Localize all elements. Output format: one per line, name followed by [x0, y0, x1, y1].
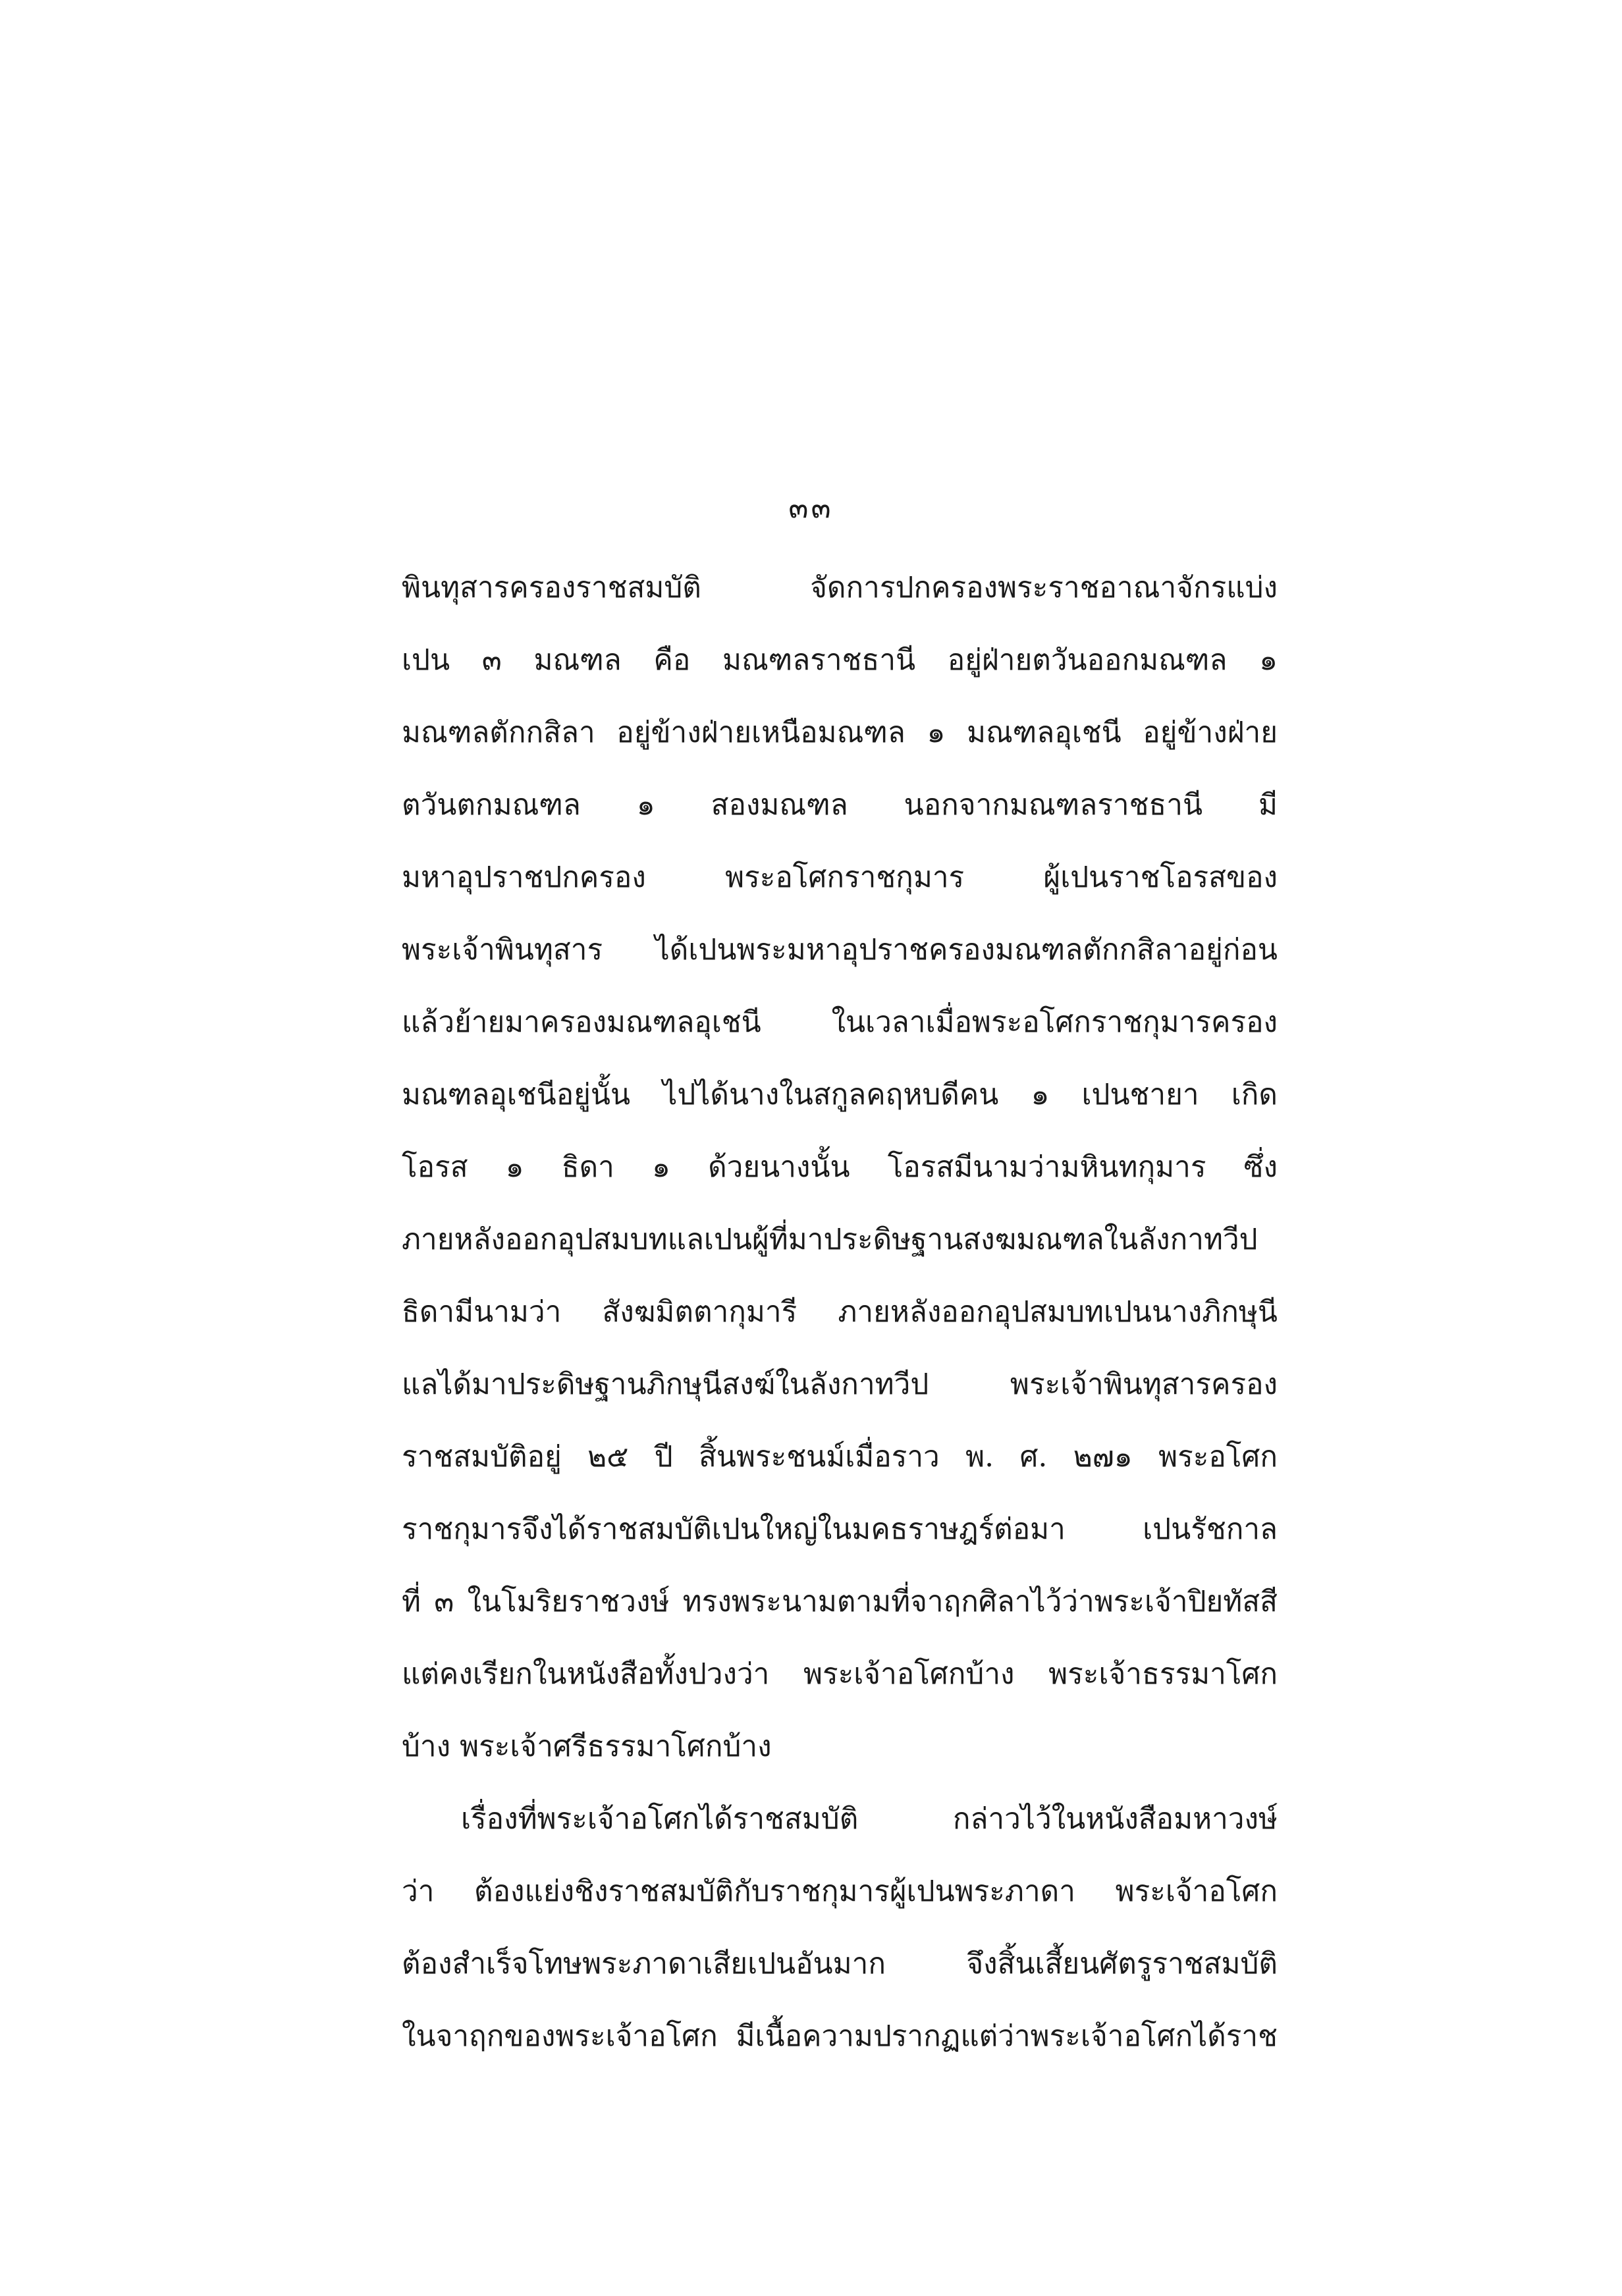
- text-line: มณฑลตักกสิลา อยู่ข้างฝ่ายเหนือมณฑล ๑ มณฑลอุเชนี อยู่ข้างฝ่าย: [402, 716, 1278, 749]
- text-line: โอรส ๑ ธิดา ๑ ด้วยนางนั้น โอรสมีนามว่ามหินทกุมาร ซึ่ง: [402, 1150, 1278, 1184]
- text-line: ในจาฤกของพระเจ้าอโศก มีเนื้อความปรากฏแต่ว่าพระเจ้าอโศกได้ราช: [402, 2019, 1278, 2053]
- text-line: แต่คงเรียกในหนังสือทั้งปวงว่า พระเจ้าอโศกบ้าง พระเจ้าธรรมาโศก: [402, 1657, 1278, 1691]
- text-line: เปน ๓ มณฑล คือ มณฑลราชธานี อยู่ฝ่ายตวันออกมณฑล ๑: [402, 643, 1278, 677]
- text-line: ว่า ต้องแย่งชิงราชสมบัติกับราชกุมารผู้เปนพระภาดา พระเจ้าอโศก: [402, 1875, 1278, 1908]
- text-line: บ้าง พระเจ้าศรีธรรมาโศกบ้าง: [402, 1730, 772, 1763]
- text-line: มหาอุปราชปกครอง พระอโศกราชกุมาร ผู้เปนราชโอรสของ: [402, 861, 1278, 894]
- text-line: ราชสมบัติอยู่ ๒๕ ปี สิ้นพระชนม์เมื่อราว พ. ศ. ๒๗๑ พระอโศก: [402, 1440, 1278, 1474]
- text-line: พินทุสารครองราชสมบัติ จัดการปกครองพระราชอาณาจักรแบ่ง: [402, 571, 1278, 604]
- text-line: แล้วย้ายมาครองมณฑลอุเชนี ในเวลาเมื่อพระอโศกราชกุมารครอง: [402, 1005, 1278, 1039]
- text-line: ต้องสำเร็จโทษพระภาดาเสียเปนอันมาก จึงสิ้นเสี้ยนศัตรูราชสมบัติ: [402, 1947, 1278, 1981]
- text-line: แลได้มาประดิษฐานภิกษุนีสงฆ์ในลังกาทวีป พระเจ้าพินทุสารครอง: [402, 1368, 1278, 1401]
- paragraph-first-line: เรื่องที่พระเจ้าอโศกได้ราชสมบัติ กล่าวไว้ในหนังสือมหาวงษ์: [461, 1802, 1278, 1836]
- text-line: มณฑลอุเชนีอยู่นั้น ไปได้นางในสกูลคฤหบดีคน ๑ เปนชายา เกิด: [402, 1078, 1278, 1111]
- text-line: ที่ ๓ ในโมริยราชวงษ์ ทรงพระนามตามที่จาฤกศิลาไว้ว่าพระเจ้าปิยทัสสี: [402, 1585, 1278, 1618]
- text-line: ภายหลังออกอุปสมบทแลเปนผู้ที่มาประดิษฐานสงฆมณฑลในลังกาทวีป: [402, 1223, 1258, 1256]
- body-text: [402, 552, 1278, 2073]
- text-line: พระเจ้าพินทุสาร ได้เปนพระมหาอุปราชครองมณฑลตักกสิลาอยู่ก่อน: [402, 933, 1278, 967]
- text-line: ธิดามีนามว่า สังฆมิตตากุมารี ภายหลังออกอุปสมบทเปนนางภิกษุนี: [402, 1295, 1278, 1329]
- text-line: ราชกุมารจึงได้ราชสมบัติเปนใหญ่ในมคธราษฎร์ต่อมา เปนรัชกาล: [402, 1512, 1278, 1546]
- page-number: ๓๓: [788, 491, 834, 525]
- text-line: ตวันตกมณฑล ๑ สองมณฑล นอกจากมณฑลราชธานี มี: [402, 788, 1278, 822]
